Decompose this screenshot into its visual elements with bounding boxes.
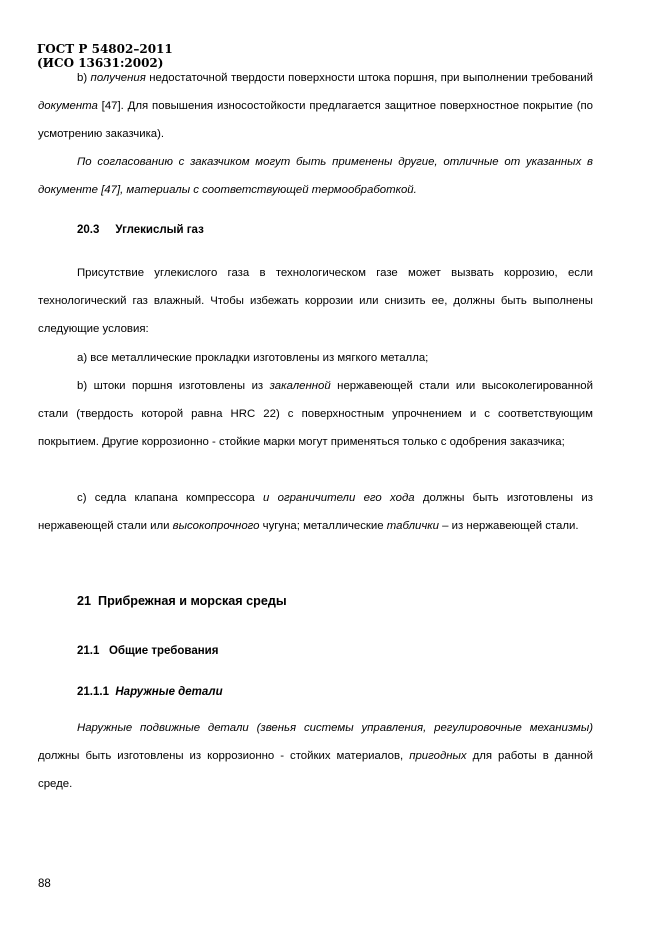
text-run: чугуна; металлические [259,520,387,532]
section-number: 21.1.1 [77,686,109,698]
list-item-b [38,372,593,456]
text-run: должны быть изготовлены из нержавеющей стали или [38,492,593,532]
italic-term: таблички [386,520,439,532]
section-20-3-heading [77,224,204,236]
text-run: b) штоки поршня изготовлены из [77,380,270,392]
text-run: для работы в данной среде. [38,750,593,790]
paragraph-co2-intro: Присутствие углекислого газа в технологическом газе может вызвать коррозию, если технологический газ влажный. Чтобы избежать коррозии или снизить ее, должны быть выполнены следующие условия: [38,267,593,335]
italic-term: и ограничители его хода [262,492,415,504]
paragraph-agreement: По согласованию с заказчиком могут быть применены другие, отличные от указанных в документе [47], материалы с соответствующей термообработкой. [38,156,593,196]
page-number: 88 [38,878,51,890]
text-run: [47]. Для повышения износостойкости предлагается защитное поверхностное покрытие (по усмотрению заказчика). [38,100,593,140]
italic-term: документа [38,100,98,112]
italic-term: пригодных [409,750,467,762]
italic-term: закаленной [269,380,331,392]
text-run: – из нержавеющей стали. [439,520,579,532]
section-21-1-1-heading [77,686,223,698]
text-run: должны быть изготовлены из коррозионно - стойких материалов, [38,750,410,762]
section-21-1-heading [77,645,218,657]
italic-term: получения [90,72,146,84]
text-run: недостаточной твердости поверхности штока поршня, при выполнении требований [145,72,594,84]
section-title: Наружные детали [115,686,223,698]
section-title: Общие требования [108,645,219,657]
section-21-heading [77,594,287,608]
standard-designation: ГОСТ Р 54802–2011 [37,42,173,56]
section-title: Прибрежная и морская среды [98,594,287,608]
paragraph-b-hardness [38,64,593,148]
section-number: 21.1 [77,645,100,657]
section-number: 21 [77,594,92,608]
italic-term: Наружные подвижные детали (звенья системы управления, регулировочные механизмы) [77,722,593,734]
list-item-a: а) все металлические прокладки изготовлены из мягкого металла; [77,352,429,364]
item-b-prefix: b) [77,72,91,84]
section-title: Углекислый газ [115,224,204,236]
paragraph-external-parts [38,714,593,798]
text-run: нержавеющей стали или высоколегированной стали (твердость которой равна HRC 22) с поверхностным упрочнением и с соответствующим покрытием. Другие коррозионно - стойкие марки могут применяться только с одобрения заказчика; [38,380,593,448]
section-number: 20.3 [77,224,100,236]
italic-term: высокопрочного [172,520,260,532]
list-item-c [38,484,593,540]
iso-designation: (ИСО 13631:2002) [37,56,164,70]
text-run: с) седла клапана компрессора [77,492,263,504]
